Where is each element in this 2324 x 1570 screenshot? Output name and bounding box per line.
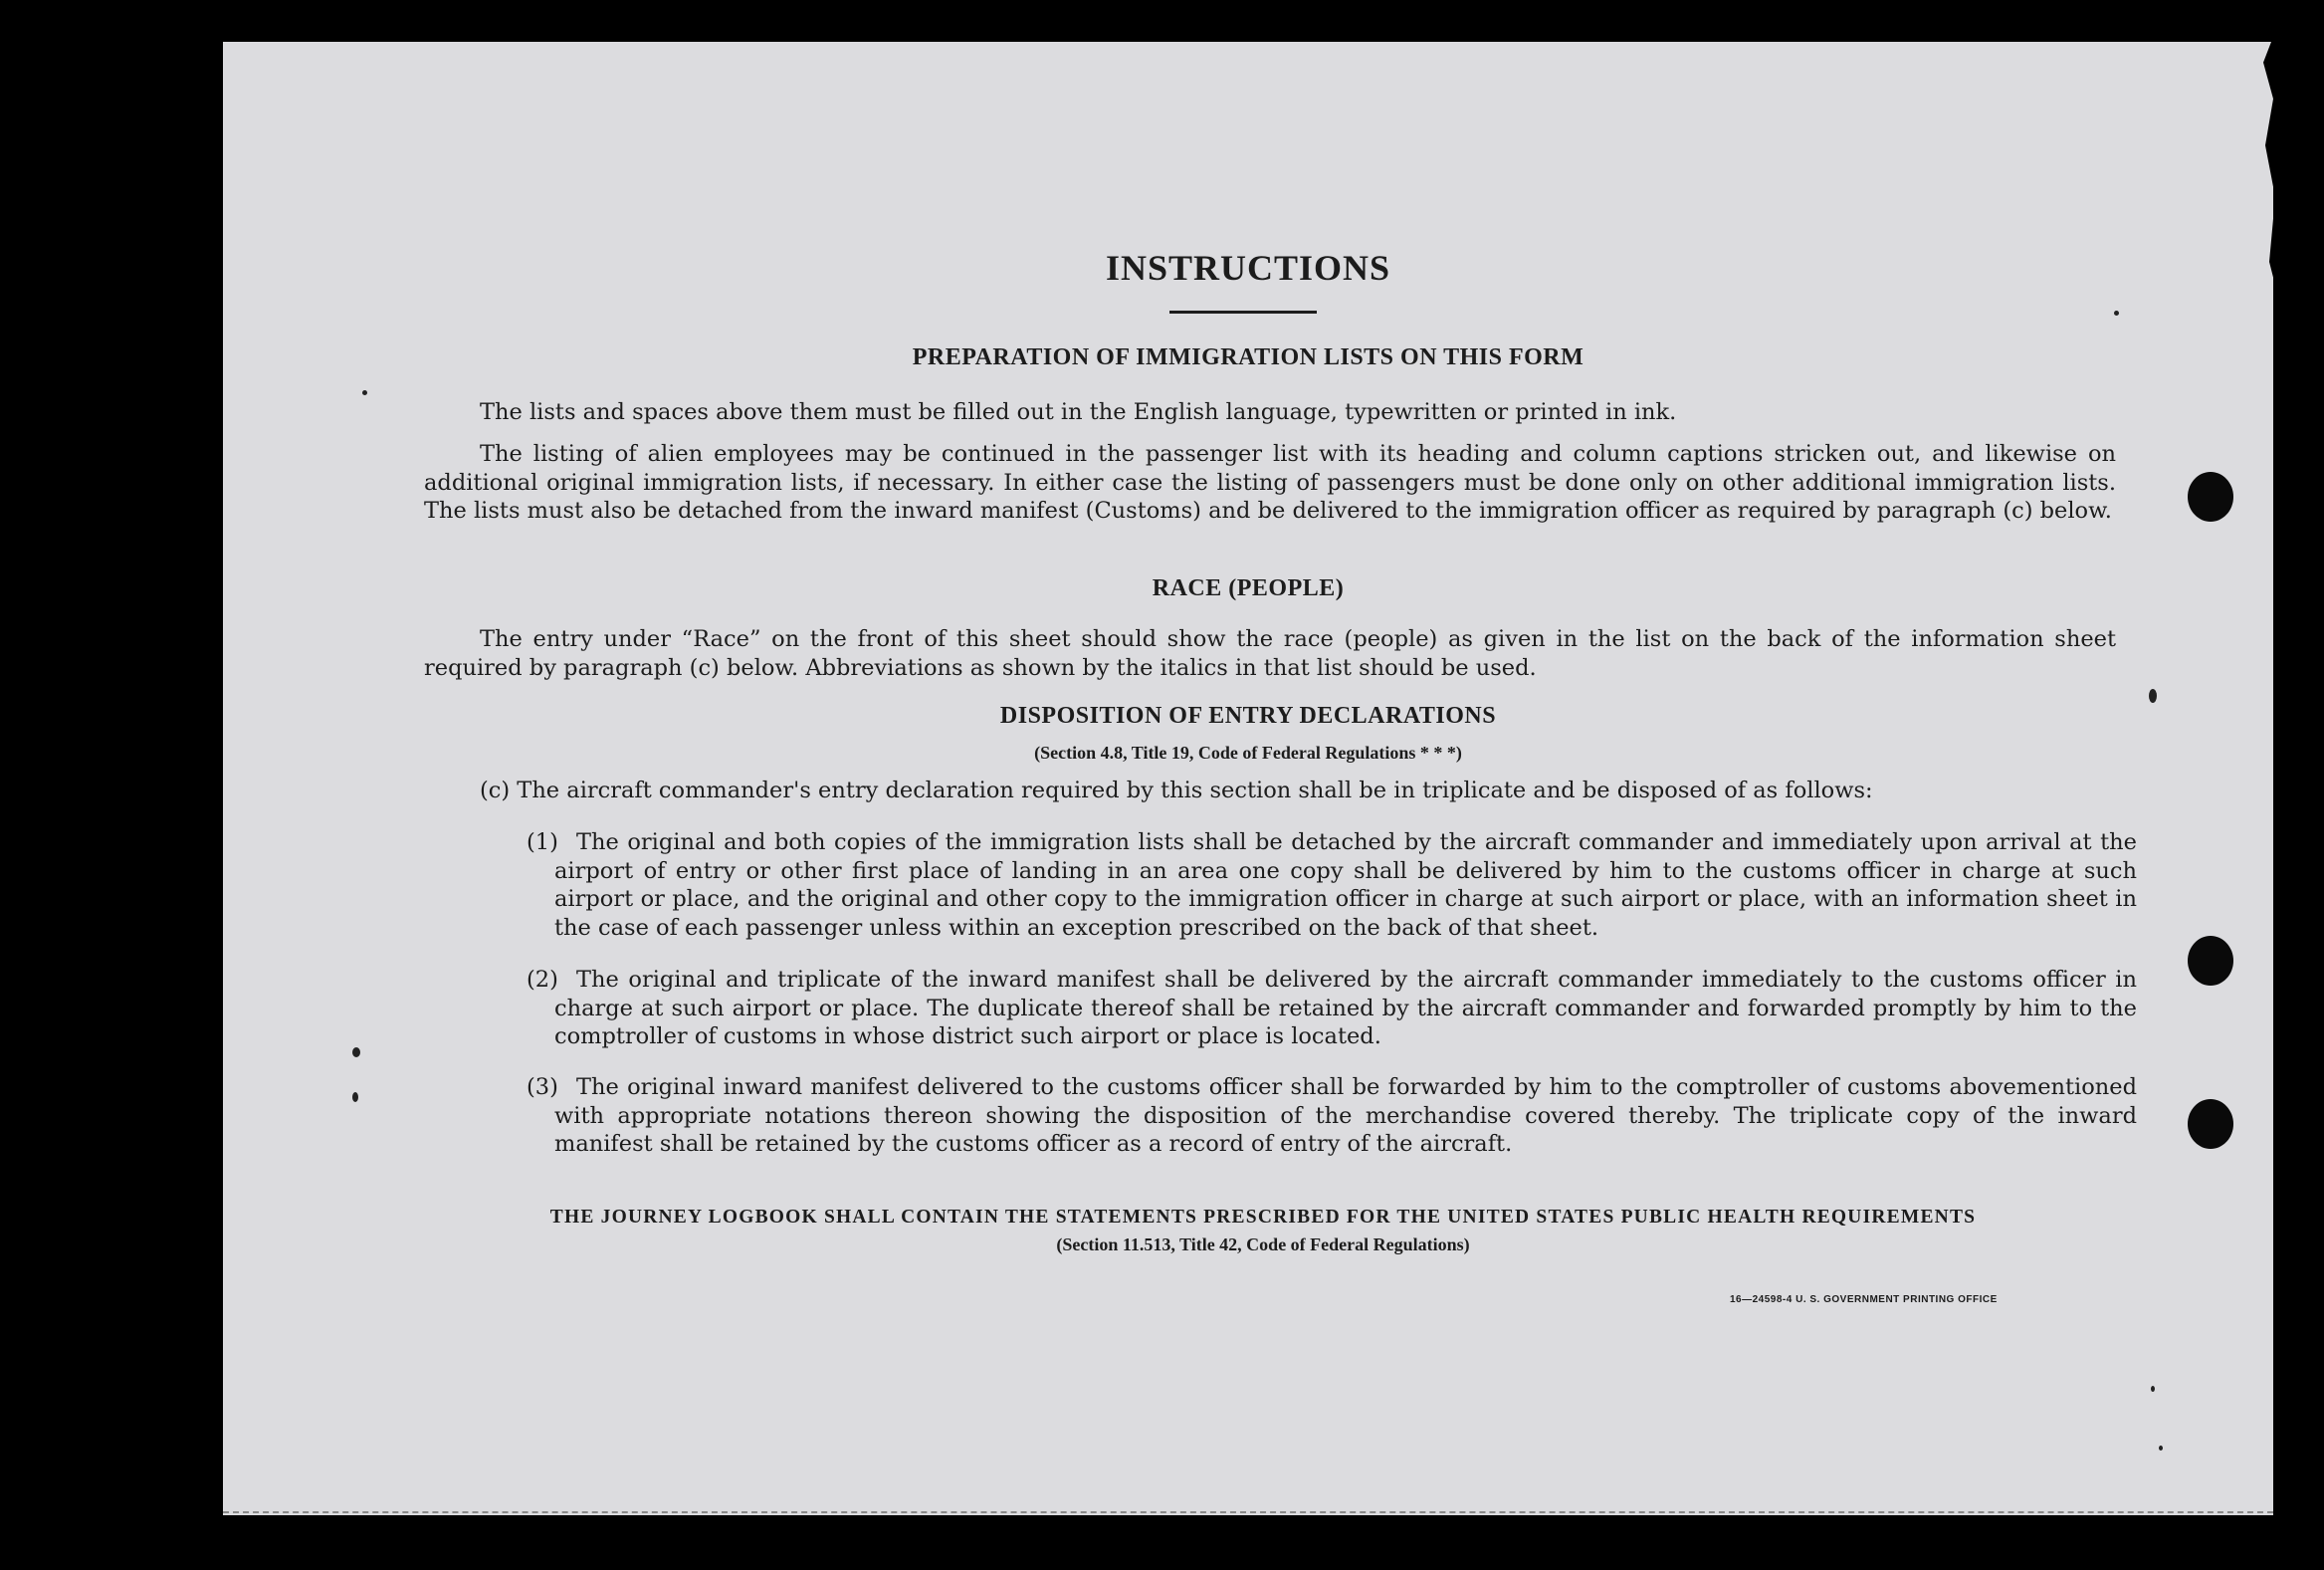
page-title: INSTRUCTIONS: [1105, 248, 1391, 288]
list-item-number: (1): [527, 829, 558, 855]
section-heading-disposition: DISPOSITION OF ENTRY DECLARATIONS: [999, 703, 1497, 729]
clause-c: (c) The aircraft commander's entry declaration required by this section shall be in triplicate and be disposed of as follows:: [480, 778, 1873, 803]
speck: [352, 1047, 360, 1057]
punch-hole: [2188, 1099, 2233, 1149]
speck: [2114, 311, 2119, 316]
race-paragraph: The entry under “Race” on the front of this sheet should show the race (people) as given in the list on the back of the information sheet required by paragraph (c) below. Abbreviations as shown by the italics in that list should be used.: [424, 626, 2116, 681]
perforation-line: [223, 1511, 2273, 1513]
list-item-number: (3): [527, 1074, 558, 1100]
title-underline: [1169, 311, 1317, 314]
speck: [2151, 1386, 2155, 1392]
section-heading-preparation: PREPARATION OF IMMIGRATION LISTS ON THIS FORM: [912, 344, 1585, 370]
list-item-number: (2): [527, 967, 558, 993]
list-item-1: [527, 828, 2137, 942]
document-page: [223, 42, 2273, 1515]
list-item-text: The original and triplicate of the inward manifest shall be delivered by the aircraft commander immediately to the customs officer in charge at such airport or place. The duplicate thereof shall be retained by the aircraft commander and forwarded promptly by him to the comptroller of customs in whose district such airport or place is located.: [554, 967, 2137, 1049]
disposition-citation: (Section 4.8, Title 19, Code of Federal Regulations * * *): [1034, 743, 1462, 763]
section-heading-race: RACE (PEOPLE): [1152, 575, 1345, 601]
list-item-text: The original and both copies of the immigration lists shall be detached by the aircraft commander and immediately upon arrival at the airport of entry or other first place of landing in an area one copy shall be delivered by him to the customs officer in charge at such airport or place, and the original and other copy to the immigration officer in charge at such airport or place, with an information sheet in the case of each passenger unless within an exception prescribed on the back of that sheet.: [554, 829, 2137, 941]
punch-hole: [2188, 472, 2233, 522]
preparation-paragraph-2: The listing of alien employees may be continued in the passenger list with its heading and column captions stricken out, and likewise on additional original immigration lists, if necessary. In either case the listing of passengers must be done only on other additional immigration lists. The lists must also be detached from the inward manifest (Customs) and be delivered to the immigration officer as required by paragraph (c) below.: [424, 441, 2116, 524]
list-item-3: [527, 1073, 2137, 1159]
speck: [352, 1092, 358, 1102]
list-item-2: [527, 966, 2137, 1051]
preparation-paragraph-1: The lists and spaces above them must be filled out in the English language, typewritten or printed in ink.: [480, 399, 1677, 425]
footer-statement: THE JOURNEY LOGBOOK SHALL CONTAIN THE STATEMENTS PRESCRIBED FOR THE UNITED STATES PUBLIC HEALTH REQUIREMENTS: [549, 1207, 1977, 1228]
speck: [2159, 1446, 2163, 1451]
speck: [2149, 689, 2157, 703]
printer-imprint: 16—24598-4 U. S. GOVERNMENT PRINTING OFFICE: [1730, 1294, 1998, 1305]
footer-citation: (Section 11.513, Title 42, Code of Federal Regulations): [1056, 1234, 1470, 1254]
punch-hole: [2188, 936, 2233, 986]
list-item-text: The original inward manifest delivered to the customs officer shall be forwarded by him to the comptroller of customs abovementioned with appropriate notations thereon showing the disposition of the merchandise covered thereby. The triplicate copy of the inward manifest shall be retained by the customs officer as a record of entry of the aircraft.: [554, 1074, 2137, 1157]
speck: [362, 390, 367, 395]
